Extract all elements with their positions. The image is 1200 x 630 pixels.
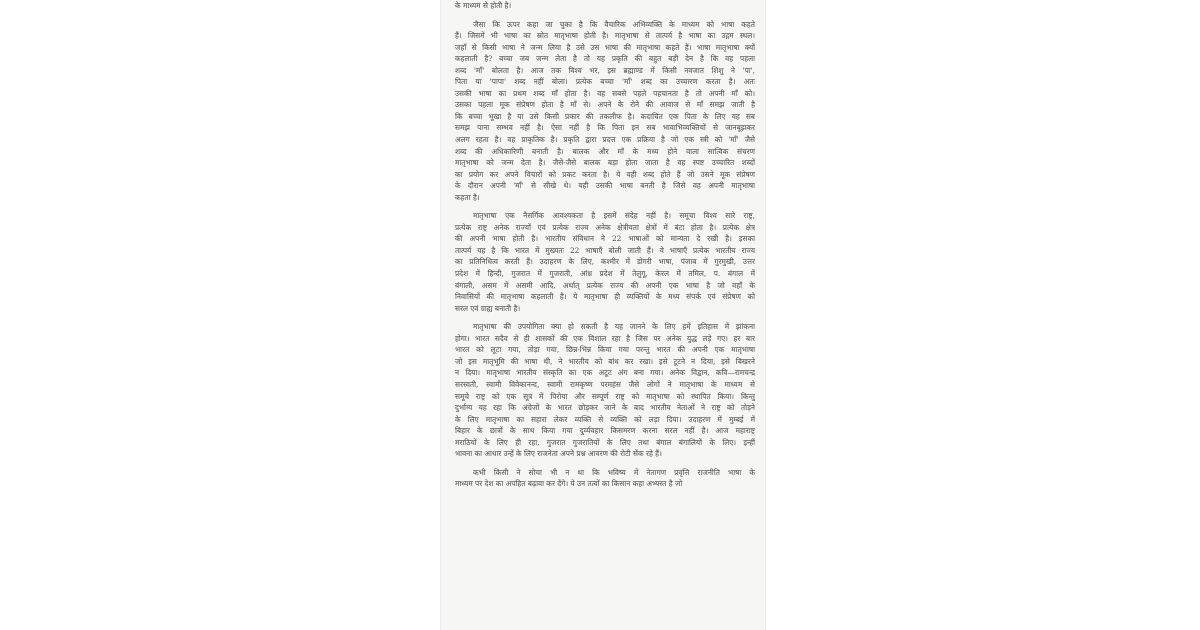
text-line: प्रत्येक राष्ट्र अनेक राज्यों एवं प्रत्येक राज्य अनेक क्षेत्रीयता क्षेत्रों में बंटा होता है। प्रत्येक क्षेत्र xyxy=(455,222,755,232)
text-line: शब्द 'माँ' बोलता है। आज तक विश्व भर, इस ब्रह्माण्ड में किसी नवजात शिशु ने 'पा', xyxy=(455,65,755,75)
text-line: हैं। जिसमें भी भाषा का स्रोत मातृभाषा होती है। मातृभाषा से तात्पर्य है भाषा का उद्गम स्थल। xyxy=(455,31,755,41)
text-line: समझ पाना सम्भव नहीं है। ऐसा नहीं है कि पिता इन सब भावाभिव्यक्तियों से जानबूझकर xyxy=(455,123,755,133)
text-line: दुर्भाग्य यह रहा कि अंग्रेजों के भारत छोड़कर जाने के बाद भारतीय नेताओं ने राष्ट्र को तोड़ने xyxy=(455,403,755,413)
text-line: जैसा कि ऊपर कहा जा चुका है कि वैचारिक अभिव्यक्ति के माध्यम को भाषा कहते xyxy=(473,19,755,29)
paragraph-gap xyxy=(455,314,755,321)
text-line: पिता या 'पापा' शब्द नहीं बोला। प्रत्येक बच्चा 'माँ' शब्द का उच्चारण करता है। अतः xyxy=(455,77,755,87)
text-line: कभी किसी ने सोचा भी न था कि भविष्य में नेतागण प्रवृत्ति राजनीति भाषा के xyxy=(473,467,755,477)
text-line: बंगाली, असम में असमी आदि, अर्थात् प्रत्येक राज्य की अपनी एक भाषा है जो वहाँ के xyxy=(455,280,755,290)
text-line: की अपनी भाषा होती है। भारतीय संविधान ने 22 भाषाओं को मान्यता दे रखी है। इसका xyxy=(455,234,755,244)
text-line: के दौरान अपनी 'माँ' से सीखे थे। यही उसकी भाषा बनती है जिसे वह अपनी मातृभाषा xyxy=(455,181,755,191)
text-line: जो इस मातृभूमि की भाषा थी, ने भारतीय को बांध कर रखा। इसे टूटने न दिया, इसे बिखरने xyxy=(455,356,755,366)
text-line: तात्पर्य यह है कि भारत में मुख्यतः 22 भाषाएँ बोली जाती हैं। ये भाषाएँ प्रत्येक भारतीय राज्य xyxy=(455,245,755,255)
text-line: कहलाती है? बच्चा जब जन्म लेता है तो यह प्रकृति की बहुत बड़ी देन है कि वह पहला xyxy=(455,54,755,64)
text-line: के माध्यम से होती है। xyxy=(455,1,512,10)
paragraph xyxy=(455,321,755,460)
text-line: सरस्वती, स्वामी विवेकानन्द, स्वामी रामकृष्ण परमहंस जैसे लोगों ने मातृभाषा के माध्यम से xyxy=(455,379,755,389)
paragraph xyxy=(455,0,755,12)
text-line: समूचे राष्ट्र को एक सूत्र में पिरोया और सम्पूर्ण राष्ट्र को मातृभाषा को स्थापित किया। किन्तु xyxy=(455,391,755,401)
text-line: मराठियों के लिए ही रहा, गुजरात गुजरातियों के लिए तथा बंगाल बंगालियों के लिए। इन्हीं xyxy=(455,437,755,447)
document-page xyxy=(441,0,765,630)
paragraph xyxy=(455,19,755,204)
text-line: होगा। भारत सदैव से ही शासकों की एक विशाल रहा है जिस पर अनेक युद्ध लड़े गए। हर बार xyxy=(455,333,755,343)
text-line: बिहार के छात्रों के साथ किया गया दुर्व्यवहार किसमरण करना सरल नहीं है। आज महाराष्ट्र xyxy=(455,426,755,436)
text-line: सरल एवं ग्राह्य बनाती है। xyxy=(455,303,521,313)
paragraph xyxy=(455,467,755,490)
text-line: जहाँ से किसी भाषा ने जन्म लिया है उसे उस भाषा की मातृभाषा कहते हैं। भाषा मातृभाषा क्यों xyxy=(455,42,755,52)
text-line: शब्द की अधिकारिणी बनाती है। बालक और माँ के मध्य होने वाला सात्विक संचरण xyxy=(455,146,755,156)
paragraph-gap xyxy=(455,203,755,210)
text-line: उसका पहला मूक संप्रेषण होता है माँ से। अपने के रोने की आवाज से माँ समझ जाती है xyxy=(455,100,755,110)
text-line: का प्रयोग कर अपने विचारों को प्रकट करता है। ये वही शब्द होते हैं जो उसने मूक संप्रेषण xyxy=(455,169,755,179)
text-line: का प्रतिनिधित्व करती हैं। उदाहरण के लिए, कश्मीर में डोगरी भाषा, पंजाब में गुरमुखी, उत्तर xyxy=(455,257,755,267)
paragraph-gap xyxy=(455,12,755,19)
text-line: भावना का आधार उन्हें के लिए राजनेता अपने प्रश्न आवरण की रोटी सेंक रहे हैं। xyxy=(455,449,662,459)
text-line: उसकी भाषा का प्रथम शब्द माँ होता है। वह सबसे पहले पहचानता है तो अपनी माँ को। xyxy=(455,88,755,98)
text-line: के लिए मातृभाषा का सहारा लेकर व्यक्ति से व्यक्ति को लड़ा दिया। उदाहरण में मुम्बई में xyxy=(455,414,755,424)
paragraph xyxy=(455,210,755,314)
text-line: मातृभाषा को जन्म देता है। जैसे-जैसे बालक बड़ा होता जाता है वह स्पष्ट उच्चारित शब्दों xyxy=(455,158,755,168)
document-body xyxy=(455,0,755,490)
text-line: निवासियों की मातृभाषा कहलाती है। ये मातृभाषा ही व्यक्तियों के मध्य संपर्क एवं संप्रेषण को xyxy=(455,292,755,302)
text-line: भारत को लूटा गया, तोड़ा गया, छिन्न-भिन्न किया गया परन्तु भारत की अपनी एक मातृभाषा xyxy=(455,345,755,355)
text-line: मातृभाषा एक नैसर्गिक आवश्यकता है इसमें संदेह नहीं है। समूचा विश्व सारे राष्ट्र, xyxy=(473,211,755,221)
paragraph-gap xyxy=(455,460,755,467)
text-line: कहता है। xyxy=(455,192,480,202)
text-line: मातृभाषा की उपयोगिता क्या हो सकती है यह जानने के लिए हमें इतिहास में झांकना xyxy=(473,322,755,332)
text-line: न दिया। मातृभाषा भारतीय संस्कृति का एक अटूट अंग बना गया। अनेक विद्वान, कवि—रामचन्द्र xyxy=(455,368,755,378)
text-line: प्रदेश में हिन्दी, गुजरात में गुजराती, आंध्र प्रदेश में तेलुगू, केरल में तमिल, प. बंगाल में xyxy=(455,269,755,279)
text-line: कि बच्चा भूखा है या उसे किसी प्रकार की तकलीफ है। कदाचित एक पिता के लिए यह सब xyxy=(455,111,755,121)
text-line: माध्यम पर देश का अपहित बढ़ावा कर देंगे। ये उन तत्वों का किसान कहा अभ्यस्त है जो xyxy=(455,479,683,489)
text-line: अलग रहता है। वह प्राकृतिक है। प्रकृति द्वारा प्रदत्त एक प्रक्रिया है जो एक स्त्री को 'माँ' जैसे xyxy=(455,135,755,145)
